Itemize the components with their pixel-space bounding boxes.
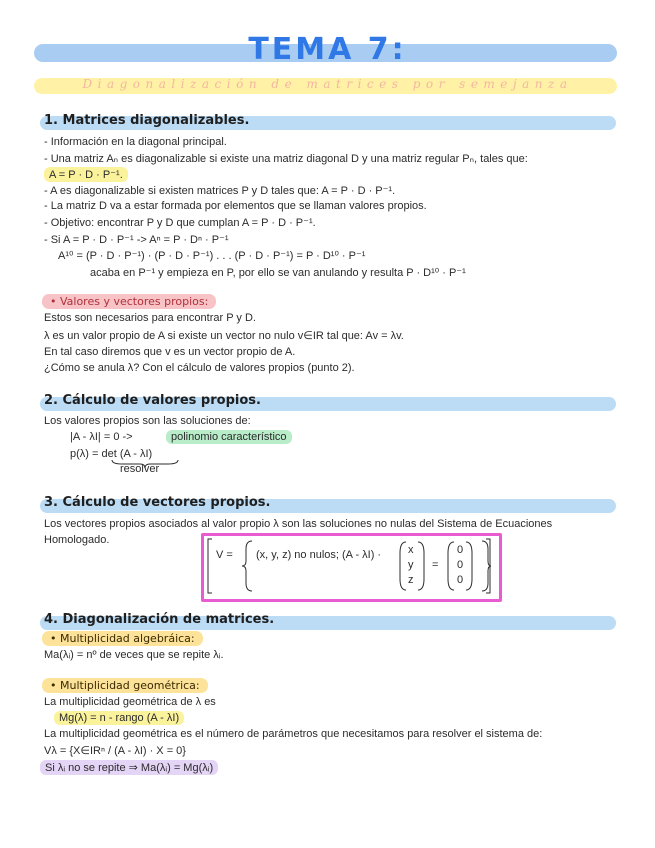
section-4-heading: 4. Diagonalización de matrices. xyxy=(44,612,275,627)
section-3-heading: 3. Cálculo de vectores propios. xyxy=(44,495,271,510)
formula-vec-x: x xyxy=(408,544,414,556)
formula-zero-2: 0 xyxy=(457,559,464,571)
s1-highlight: A = P · D · P⁻¹. xyxy=(44,167,128,182)
vp-line: En tal caso diremos que v es un vector propio de A. xyxy=(44,346,296,358)
s4-highlight: Mg(λ) = n - rango (A - λI) xyxy=(54,711,184,725)
page-subtitle: Diagonalización de matrices por semejanza xyxy=(82,77,573,91)
formula-lhs: V = xyxy=(216,549,233,561)
s4-line: Vλ = {X∈IRⁿ / (A - λI) · X = 0} xyxy=(44,745,186,757)
s2-line: Los valores propios son las soluciones de: xyxy=(44,415,251,427)
page-title: TEMA 7: xyxy=(248,32,407,67)
formula-vec-z: z xyxy=(408,574,414,586)
s1-line: - A es diagonalizable si existen matrices P y D tales que: A = P · D · P⁻¹. xyxy=(44,185,396,197)
section-1-heading: 1. Matrices diagonalizables. xyxy=(44,113,250,128)
formula-eq: = xyxy=(432,559,439,571)
s1-line: A¹⁰ = (P · D · P⁻¹) · (P · D · P⁻¹) . . . (P · D · P⁻¹) = P · D¹⁰ · P⁻¹ xyxy=(58,250,366,262)
tag-multiplicidad-geometrica: • Multiplicidad geométrica: xyxy=(42,678,208,693)
s4-conclusion: Si λᵢ no se repite ⇒ Ma(λᵢ) = Mg(λᵢ) xyxy=(40,760,218,775)
tag-valores-vectores: • Valores y vectores propios: xyxy=(42,294,216,309)
s2-line: p(λ) = det (A - λI) xyxy=(70,448,153,460)
s1-line: - Objetivo: encontrar P y D que cumplan A = P · D · P⁻¹. xyxy=(44,217,316,229)
s2-line: |A - λI| = 0 -> xyxy=(70,431,133,443)
s4-line: La multiplicidad geométrica de λ es xyxy=(44,696,216,708)
s1-line: - Información en la diagonal principal. xyxy=(44,136,227,148)
s4-line: La multiplicidad geométrica es el número de parámetros que necesitamos para resolver el sistema de: xyxy=(44,728,543,740)
formula-vec-y: y xyxy=(408,559,414,571)
vp-line: Estos son necesarios para encontrar P y D. xyxy=(44,312,256,324)
formula-zero-3: 0 xyxy=(457,574,464,586)
tag-multiplicidad-algebraica: • Multiplicidad algebráica: xyxy=(42,631,203,646)
formula-zero-1: 0 xyxy=(457,544,464,556)
s1-line: - Si A = P · D · P⁻¹ -> Aⁿ = P · Dⁿ · P⁻¹ xyxy=(44,234,229,246)
s4-line: Ma(λᵢ) = nº de veces que se repite λᵢ. xyxy=(44,649,224,661)
s2-highlight: polinomio característico xyxy=(166,430,292,444)
vp-line: ¿Cómo se anula λ? Con el cálculo de valores propios (punto 2). xyxy=(44,362,355,374)
formula-set: (x, y, z) no nulos; (A - λI) · xyxy=(256,549,382,561)
vp-line: λ es un valor propio de A si existe un vector no nulo v∈IR tal que: Av = λv. xyxy=(44,330,404,342)
s1-line: acaba en P⁻¹ y empieza en P, por ello se van anulando y resulta P · D¹⁰ · P⁻¹ xyxy=(90,267,466,279)
s1-line: - La matriz D va a estar formada por elementos que se llaman valores propios. xyxy=(44,200,427,212)
formula-brackets-icon xyxy=(206,537,492,595)
s3-line: Los vectores propios asociados al valor propio λ son las soluciones no nulas del Sistema de Ecuaciones xyxy=(44,518,553,530)
s3-line: Homologado. xyxy=(44,534,110,546)
s1-line: - Una matriz Aₙ es diagonalizable si existe una matriz diagonal D y una matriz regular Pₙ, tales que: xyxy=(44,153,528,165)
s2-resolver: resolver xyxy=(120,463,160,475)
section-2-heading: 2. Cálculo de valores propios. xyxy=(44,393,261,408)
